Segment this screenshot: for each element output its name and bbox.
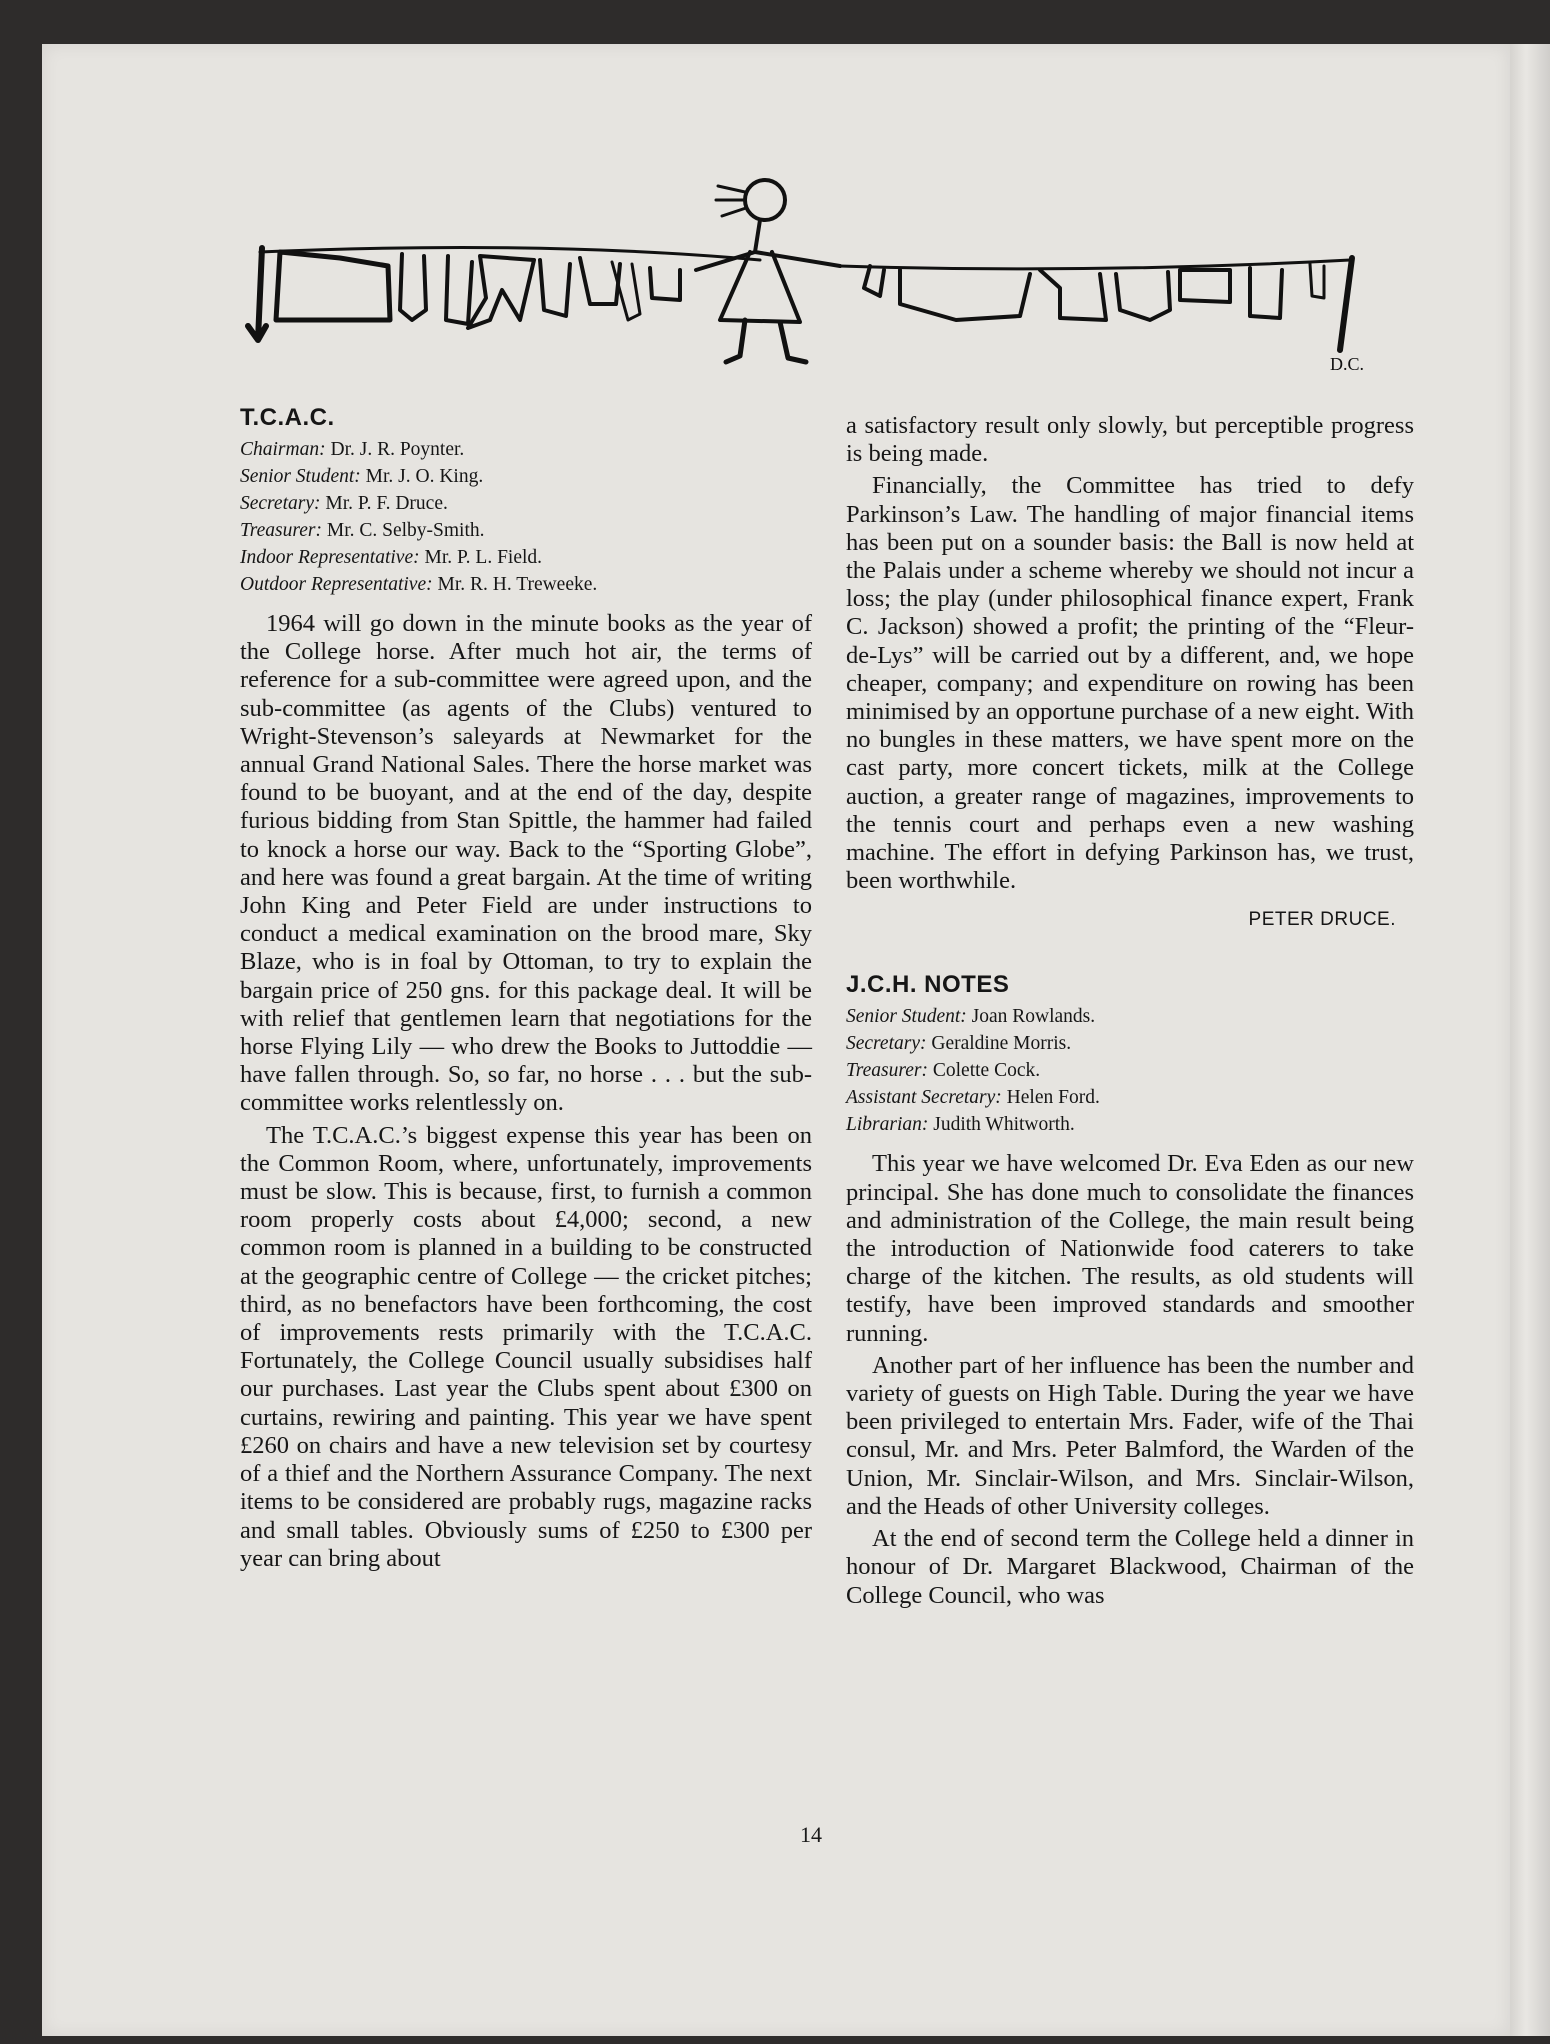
- officer-role: Librarian: [846, 1114, 922, 1136]
- officer-role: Senior Student: [240, 466, 355, 487]
- officer-line: Librarian: Judith Whitworth.: [846, 1114, 1075, 1136]
- officer-name: Mr. P. L. Field.: [424, 547, 543, 568]
- right-column: [846, 412, 1414, 1610]
- officer-role: Treasurer: [240, 520, 316, 541]
- officer-name: Mr. J. O. King.: [365, 466, 484, 487]
- tcac-continued-paragraph: Financially, the Committee has tried to defy Parkinson’s Law. The handling of major financial items has been put on a sounder basis: the Ball is now held at the Palais under a scheme whereby we should not incur a loss; the play (under philosophical finance expert, Frank C. Jackson) showed a profit; the printing of the “Fleur-de-Lys” will be carried out by a different, and, we hope cheaper, company; and expenditure on rowing has been minimised by an opportune purchase of a new eight. With no bungles in these matters, we have spent more on the cast party, more concert tickets, milk at the College auction, a greater range of magazines, improvements to the tennis court and perhaps even a new washing machine. The effort in defying Parkinson has, we trust, been worthwhile.: [846, 472, 1414, 895]
- clothesline-illustration: [240, 170, 1380, 380]
- officer-name: Mr. P. F. Druce.: [325, 493, 448, 514]
- officer-line: Indoor Representative: Mr. P. L. Field.: [240, 547, 543, 568]
- officer-line: Secretary: Geraldine Morris.: [846, 1033, 1072, 1055]
- tcac-signature: PETER DRUCE.: [1248, 909, 1396, 931]
- tcac-officers: [240, 436, 812, 598]
- officer-line: Treasurer: Colette Cock.: [846, 1060, 1041, 1082]
- officer-role: Assistant Secretary: [846, 1087, 996, 1109]
- officer-line: Senior Student: Mr. J. O. King.: [240, 466, 484, 487]
- jch-paragraph: At the end of second term the College held a dinner in honour of Dr. Margaret Blackwood, Chairman of the College Council, who was: [846, 1525, 1414, 1609]
- officer-role: Secretary: [240, 493, 314, 514]
- jch-officers: [846, 1003, 1414, 1138]
- officer-role: Treasurer: [846, 1060, 922, 1082]
- tcac-heading: T.C.A.C.: [240, 404, 335, 431]
- left-column: [240, 404, 812, 1573]
- next-page-edge: [1510, 44, 1550, 2036]
- officer-line: Chairman: Dr. J. R. Poynter.: [240, 439, 465, 460]
- officer-role: Outdoor Representative: [240, 574, 427, 595]
- officer-role: Chairman: [240, 439, 320, 460]
- officer-line: Outdoor Representative: Mr. R. H. Treweeke.: [240, 574, 598, 595]
- officer-name: Geraldine Morris.: [931, 1033, 1072, 1055]
- jch-paragraph: Another part of her influence has been the number and variety of guests on High Table. During the year we have been privileged to entertain Mrs. Fader, wife of the Thai consul, Mr. and Mrs. Peter Balmford, the Warden of the Union, Mr. Sinclair-Wilson, and Mrs. Sinclair-Wilson, and the Heads of other University colleges.: [846, 1351, 1414, 1520]
- officer-line: Treasurer: Mr. C. Selby-Smith.: [240, 520, 485, 541]
- officer-name: Joan Rowlands.: [971, 1006, 1096, 1028]
- officer-line: Secretary: Mr. P. F. Druce.: [240, 493, 448, 514]
- officer-role: Secretary: [846, 1033, 920, 1055]
- page-number: 14: [800, 1822, 822, 1847]
- illustration-signature: D.C.: [1330, 354, 1365, 374]
- officer-name: Colette Cock.: [932, 1060, 1041, 1082]
- officer-line: Senior Student: Joan Rowlands.: [846, 1006, 1096, 1028]
- officer-name: Dr. J. R. Poynter.: [330, 439, 465, 460]
- officer-name: Helen Ford.: [1006, 1087, 1100, 1109]
- officer-name: Mr. C. Selby-Smith.: [326, 520, 485, 541]
- jch-paragraph: This year we have welcomed Dr. Eva Eden as our new principal. She has done much to consolidate the finances and administration of the College, the main result being the introduction of Nationwide food caterers to take charge of the kitchen. The results, as old students will testify, have been improved standards and smoother running.: [846, 1150, 1414, 1347]
- tcac-paragraph: The T.C.A.C.’s biggest expense this year has been on the Common Room, where, unfortunately, improvements must be slow. This is because, first, to furnish a common room properly costs about £4,000; second, a new common room is planned in a building to be constructed at the geographic centre of College — the cricket pitches; third, as no benefactors have been forthcoming, the cost of improvements rests primarily with the T.C.A.C. Fortunately, the College Council usually subsidises half our purchases. Last year the Clubs spent about £300 on curtains, rewiring and painting. This year we have spent £260 on chairs and have a new television set by courtesy of a thief and the Northern Assurance Company. The next items to be considered are probably rugs, magazine racks and small tables. Obviously sums of £250 to £300 per year can bring about: [240, 1121, 812, 1572]
- officer-role: Senior Student: [846, 1006, 961, 1028]
- tcac-paragraph: 1964 will go down in the minute books as the year of the College horse. After much hot air, the terms of reference for a sub-committee were agreed upon, and the sub-committee (as agents of the Clubs) ventured to Wright-Stevenson’s saleyards at Newmarket for the annual Grand National Sales. There the horse market was found to be buoyant, and at the end of the day, despite furious bidding from Stan Spittle, the hammer had failed to knock a horse our way. Back to the “Sporting Globe”, and here was found a great bargain. At the time of writing John King and Peter Field are under instructions to conduct a medical examination on the brood mare, Sky Blaze, who is in foal by Ottoman, to try to explain the bargain price of 250 gns. for this package deal. It will be with relief that gentlemen learn that negotiations for the horse Flying Lily — who drew the Books to Juttoddie — have fallen through. So, so far, no horse . . . but the sub-committee works relentlessly on.: [240, 610, 812, 1117]
- tcac-continued-paragraph: a satisfactory result only slowly, but perceptible progress is being made.: [846, 412, 1414, 468]
- jch-heading: J.C.H. NOTES: [846, 971, 1010, 999]
- officer-name: Judith Whitworth.: [933, 1114, 1075, 1136]
- officer-line: Assistant Secretary: Helen Ford.: [846, 1087, 1100, 1109]
- officer-name: Mr. R. H. Treweeke.: [437, 574, 598, 595]
- officer-role: Indoor Representative: [240, 547, 414, 568]
